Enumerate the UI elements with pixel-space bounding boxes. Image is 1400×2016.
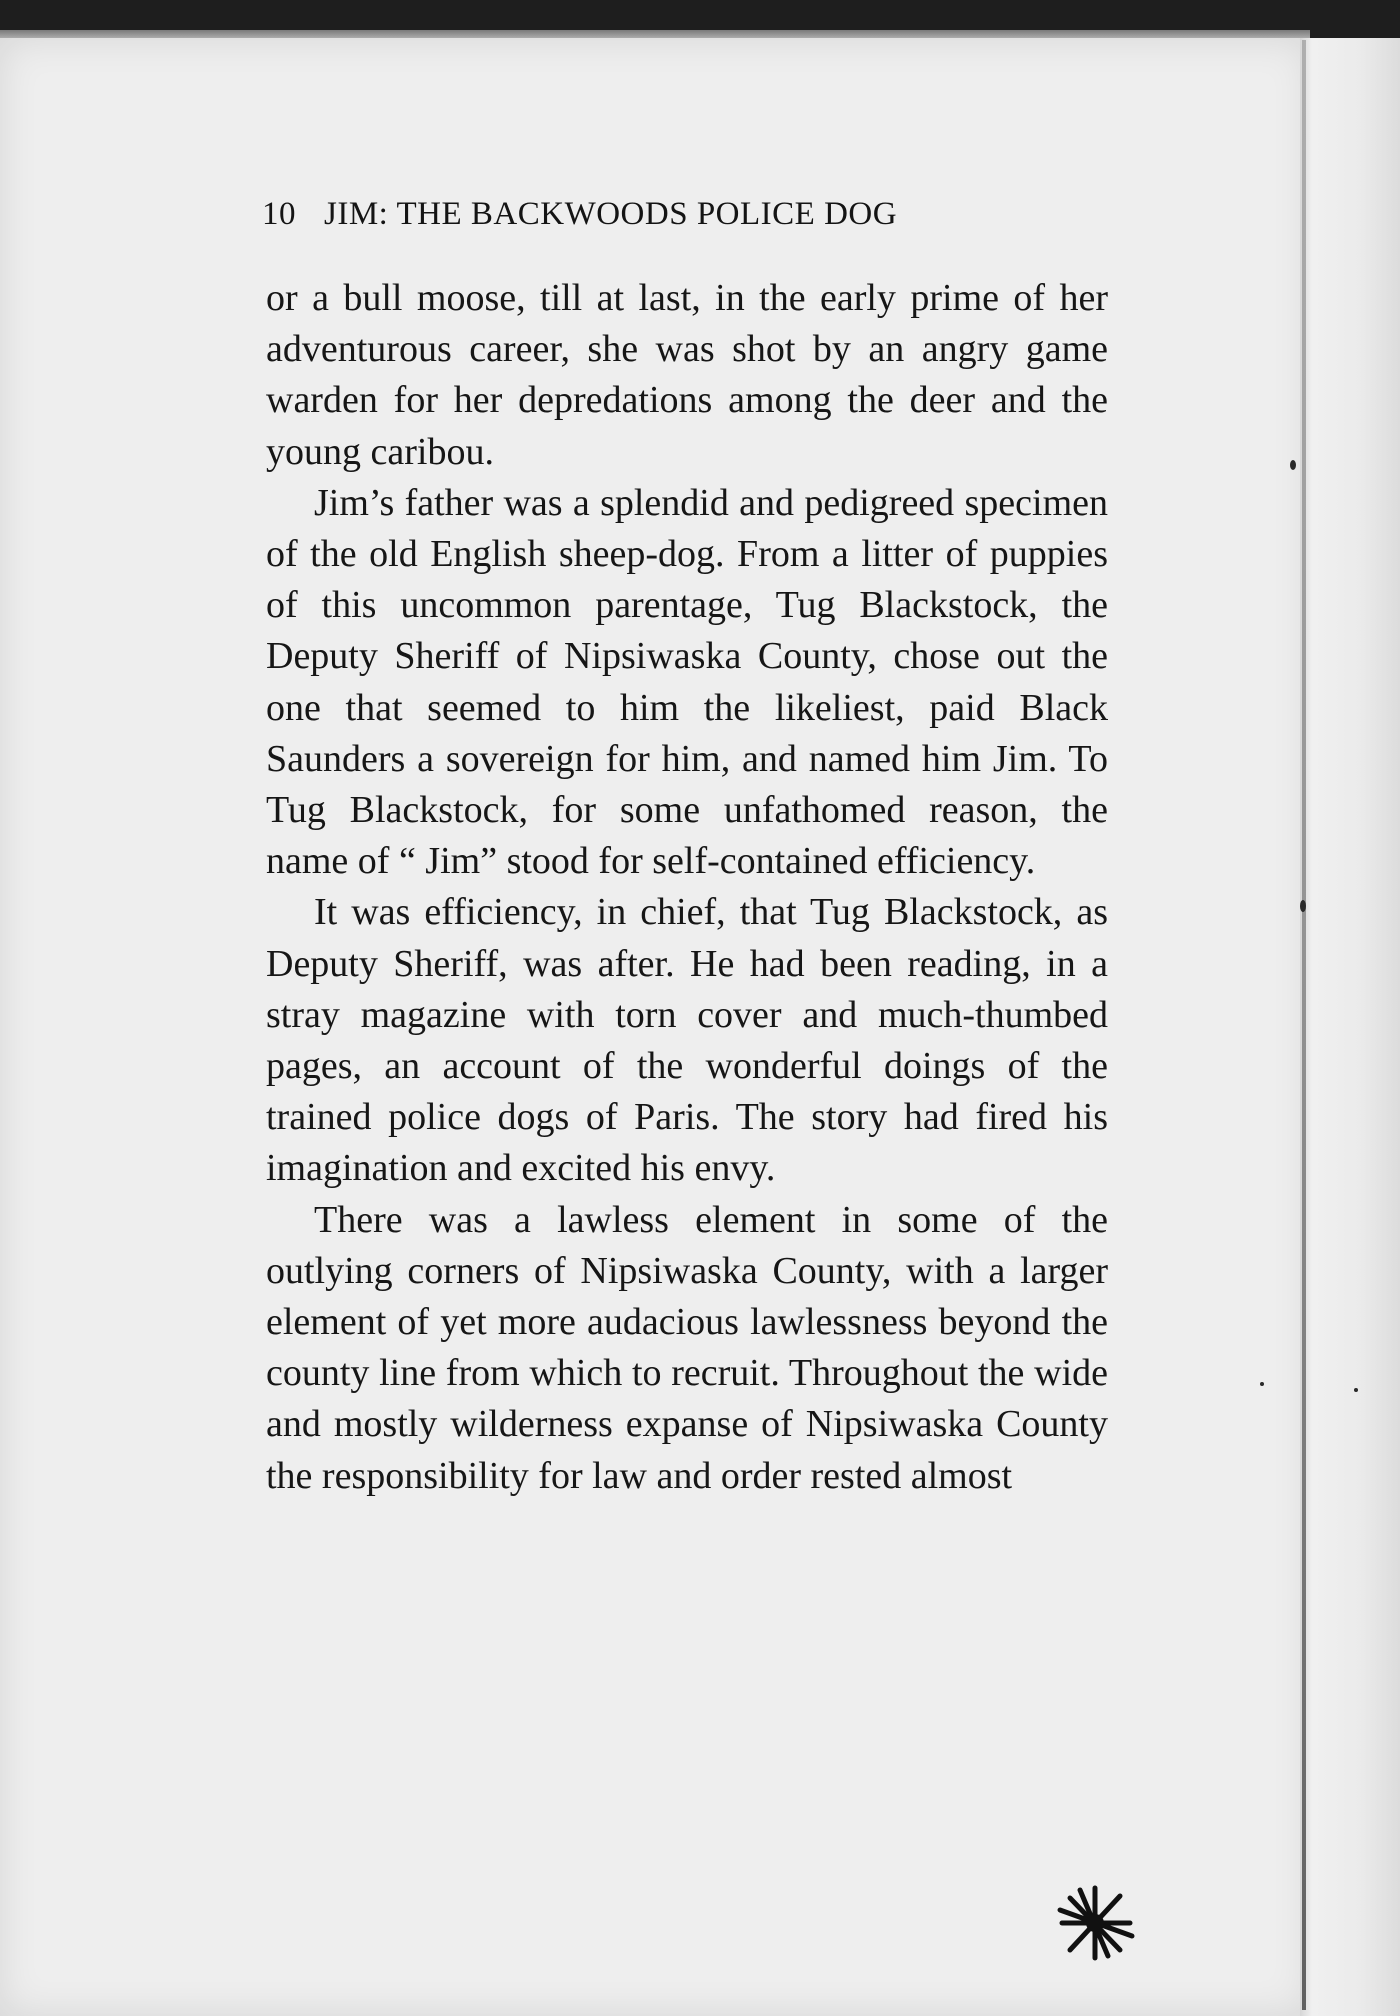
paragraph-continued: or a bull moose, till at last, in the early prime of her adventurous career, she was shot by an angry game warden for her depredations among the deer and the young caribou. xyxy=(266,277,1108,473)
paragraph: It was efficiency, in chief, that Tug Blackstock, as Deputy Sheriff, was after. He had been reading, in a stray magazine with torn cover and much-thumbed pages, an account of the wonderful doings of the trained police dogs of Paris. The story had fired his imagination and excited his envy. xyxy=(266,891,1108,1190)
running-title: JIM: THE BACKWOODS POLICE DOG xyxy=(324,196,898,232)
page-number: 10 xyxy=(262,196,296,232)
page-body-text xyxy=(266,273,1108,1502)
facing-page-edge xyxy=(1300,38,1400,2016)
paragraph: Jim’s father was a splendid and pedigreed specimen of the old English sheep-dog. From a litter of puppies of this uncommon parentage, Tug Blackstock, the Deputy Sheriff of Nipsiwaska County, chose out the one that seemed to him the likeliest, paid Black Saunders a sovereign for him, and named him Jim. To Tug Blackstock, for some unfathomed reason, the name of “ Jim” stood for self-contained efficiency. xyxy=(266,481,1108,883)
ink-blot-ornament xyxy=(1050,1878,1140,1968)
page-gutter xyxy=(1302,40,1306,2010)
scan-speck xyxy=(1290,460,1296,470)
running-header xyxy=(262,196,1122,233)
scan-speck xyxy=(1354,1388,1358,1392)
scan-speck xyxy=(1260,1382,1264,1386)
scan-speck xyxy=(1300,900,1306,912)
paragraph: There was a lawless element in some of the outlying corners of Nipsiwaska County, with a larger element of yet more audacious lawlessness beyond the county line from which to recruit. Throughout the wide and mostly wilderness expanse of Nipsiwaska County the responsibility for law and order rested almost xyxy=(266,1198,1108,1497)
